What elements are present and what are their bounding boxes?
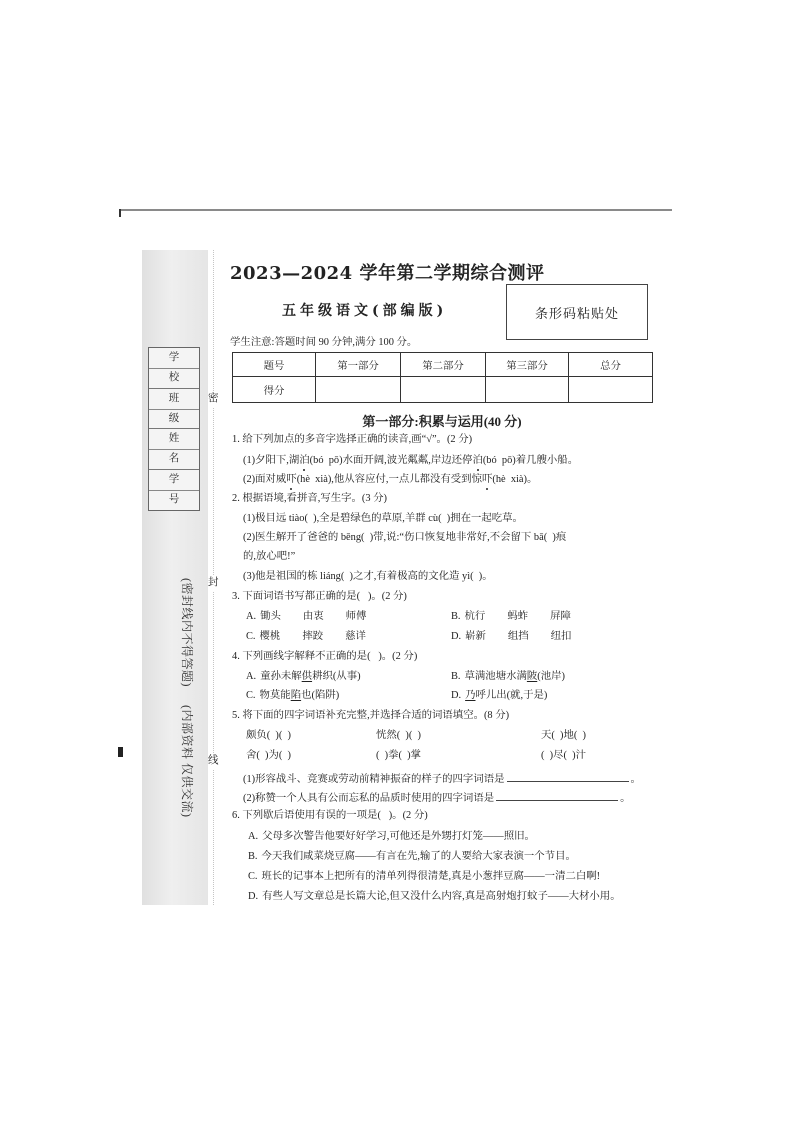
answer-blank — [496, 790, 618, 801]
student-info-box — [148, 347, 200, 511]
exam-subtitle: 五年级语文(部编版) — [282, 303, 448, 319]
option-label: B. — [248, 851, 258, 862]
text-segment: (2)面对威 — [243, 474, 287, 485]
field-name — [149, 429, 199, 470]
underlined-char: 陂 — [526, 671, 538, 682]
text-segment: 童孙未解 — [260, 671, 302, 682]
option-text: 班长的记事本上把所有的清单列得很清楚,真是小葱拌豆腐——一清二白啊! — [261, 871, 601, 882]
seal-warning-note: (密封线内不得答题) — [180, 578, 194, 687]
q3-option-a — [246, 610, 388, 624]
q4-option-a — [246, 670, 361, 684]
q1-line-1 — [243, 454, 578, 468]
seal-char-xian: 线 — [208, 753, 219, 769]
score-header-cell: 总分 — [568, 353, 652, 377]
text-segment: (1)夕阳下,湖 — [243, 455, 300, 466]
q3-option-c — [246, 630, 388, 644]
option-label: C. — [248, 871, 258, 882]
option-label: C. — [246, 631, 256, 642]
q6-option-d — [248, 890, 621, 904]
score-table-header-row — [233, 353, 653, 377]
option-label: B. — [451, 671, 461, 682]
dotted-char: 吓 — [481, 474, 493, 485]
field-label: 班级 — [149, 389, 199, 410]
text-segment: 物莫能 — [259, 690, 291, 701]
option-word: 崭新 — [465, 631, 486, 642]
score-header-cell: 第一部分 — [316, 353, 401, 377]
option-text: 今天我们咸菜烧豆腐——有言在先,输了的人要给大家表演一个节目。 — [261, 851, 576, 862]
option-label: C. — [246, 690, 256, 701]
idiom-blank-group: ( )拳( )掌 — [376, 750, 422, 761]
option-label: A. — [246, 611, 257, 622]
idiom-blank-group: ( )尽( )汁 — [541, 750, 587, 761]
option-word: 蚂蚱 — [507, 611, 529, 622]
q2-line-3: 的,放心吧!” — [243, 551, 296, 562]
field-label: 姓名 — [149, 429, 199, 450]
option-text: 有些人写文章总是长篇大论,但又没什么内容,真是高射炮打蚊子——大材小用。 — [262, 891, 621, 902]
text-segment: 草满池塘水满 — [464, 671, 527, 682]
section-title: 第一部分:积累与运用(40 分) — [362, 414, 522, 429]
underlined-char: 乃 — [465, 690, 476, 701]
option-label: B. — [451, 611, 461, 622]
scan-top-border — [120, 209, 672, 211]
q2-line-2: (2)医生解开了爸爸的 bēng( )带,说:“伤口恢复地非常好,不会留下 bā( )痕 — [243, 532, 567, 543]
score-cell — [568, 377, 652, 403]
q6-option-a — [248, 830, 535, 844]
q6-stem: 6. 下列歇后语使用有误的一项是( )。(2 分) — [232, 810, 428, 821]
option-label: D. — [248, 891, 259, 902]
score-header-cell: 题号 — [233, 353, 316, 377]
dotted-char: 泊 — [299, 455, 310, 466]
option-word: 樱桃 — [259, 631, 281, 642]
option-word: 摔跤 — [302, 631, 324, 642]
field-label: 学校 — [149, 348, 199, 369]
score-header-cell: 第二部分 — [400, 353, 485, 377]
scan-corner-tick — [119, 209, 121, 217]
option-label: A. — [246, 671, 257, 682]
text-segment: 也(陷阱) — [301, 690, 340, 701]
option-word: 纽扣 — [550, 631, 572, 642]
option-word: 屏障 — [550, 611, 571, 622]
option-text: 父母多次警告他要好好学习,可他还是外甥打灯笼——照旧。 — [262, 831, 535, 842]
score-cell — [400, 377, 485, 403]
dotted-char: 泊 — [472, 455, 483, 466]
option-word: 组挡 — [507, 631, 529, 642]
q2-stem: 2. 根据语境,看拼音,写生字。(3 分) — [232, 493, 387, 504]
underlined-char: 陷 — [290, 690, 302, 701]
q2-line-4: (3)他是祖国的栋 liáng( )之才,有着极高的文化造 yì( )。 — [243, 571, 493, 582]
text-segment: (池岸) — [537, 671, 565, 682]
option-label: A. — [248, 831, 259, 842]
q3-option-b — [451, 610, 593, 624]
q6-option-c — [248, 870, 600, 884]
option-word: 杭行 — [464, 611, 486, 622]
text-segment: (hè xià),他从容应付,一点儿都没有受到惊 — [296, 474, 482, 485]
idiom-blank-group: 恍然( )( ) — [376, 730, 422, 741]
option-word: 由衷 — [302, 611, 324, 622]
q4-option-b — [451, 670, 565, 684]
field-label: 学号 — [149, 470, 199, 491]
q4-stem: 4. 下列画线字解释不正确的是( )。(2 分) — [232, 651, 418, 662]
q5-stem: 5. 将下面的四字词语补充完整,并选择合适的词语填空。(8 分) — [232, 710, 510, 721]
answer-blank — [507, 771, 629, 782]
option-word: 锄头 — [260, 611, 281, 622]
score-table — [232, 352, 653, 403]
score-row-label: 得分 — [233, 377, 316, 403]
field-school — [149, 348, 199, 389]
q6-option-b — [248, 850, 576, 864]
score-table-score-row — [233, 377, 653, 403]
seal-char-feng: 封 — [208, 575, 219, 591]
score-cell — [485, 377, 568, 403]
exam-notice: 学生注意:答题时间 90 分钟,满分 100 分。 — [230, 337, 418, 348]
q5-line-2 — [243, 790, 631, 806]
text-segment: (bó pō)着几艘小船。 — [482, 455, 579, 466]
option-label: D. — [451, 631, 462, 642]
q5-line-1 — [243, 771, 641, 787]
idiom-blank-group: 舍( )为( ) — [246, 750, 292, 761]
text-segment: (bó pō)水面开阔,波光粼粼,岸边还停 — [309, 455, 473, 466]
text-segment: (1)形容战斗、竞赛或劳动前精神振奋的样子的四字词语是 — [243, 774, 505, 785]
text-segment: (hè xià)。 — [492, 474, 538, 485]
scan-edge-mark — [118, 747, 123, 757]
q1-line-2 — [243, 473, 537, 487]
barcode-area — [506, 284, 648, 340]
field-student-id — [149, 470, 199, 511]
text-segment: 。 — [630, 774, 641, 785]
text-segment: 呼儿出(就,于是) — [475, 690, 548, 701]
exam-title: 2023—2024 学年第二学期综合测评 — [230, 263, 545, 284]
idiom-blank-group: 颇负( )( ) — [246, 730, 292, 741]
dotted-char: 吓 — [286, 474, 297, 485]
internal-use-note: (内部资料 仅供交流) — [180, 705, 194, 818]
idiom-blank-group: 天( )地( ) — [541, 730, 587, 741]
q4-option-c — [246, 689, 339, 703]
score-cell — [316, 377, 401, 403]
text-segment: 。 — [620, 793, 631, 804]
q2-line-1: (1)极目远 tiào( ),全是碧绿色的草原,羊群 cù( )拥在一起吃草。 — [243, 513, 523, 524]
field-class — [149, 389, 199, 430]
option-label: D. — [451, 690, 462, 701]
seal-char-mi: 密 — [208, 391, 219, 407]
option-word: 师傅 — [345, 611, 367, 622]
text-segment: (2)称赞一个人具有公而忘私的品质时使用的四字词语是 — [243, 793, 495, 804]
score-header-cell: 第三部分 — [485, 353, 568, 377]
barcode-label: 条形码粘贴处 — [534, 305, 619, 321]
q4-option-d — [451, 689, 547, 703]
text-segment: 耕织(从事) — [312, 671, 361, 682]
option-word: 慈详 — [345, 631, 366, 642]
underlined-char: 供 — [301, 671, 313, 682]
q1-stem: 1. 给下列加点的多音字选择正确的读音,画“√”。(2 分) — [232, 434, 473, 445]
q3-option-d — [451, 630, 593, 644]
q3-stem: 3. 下面词语书写都正确的是( )。(2 分) — [232, 591, 407, 602]
